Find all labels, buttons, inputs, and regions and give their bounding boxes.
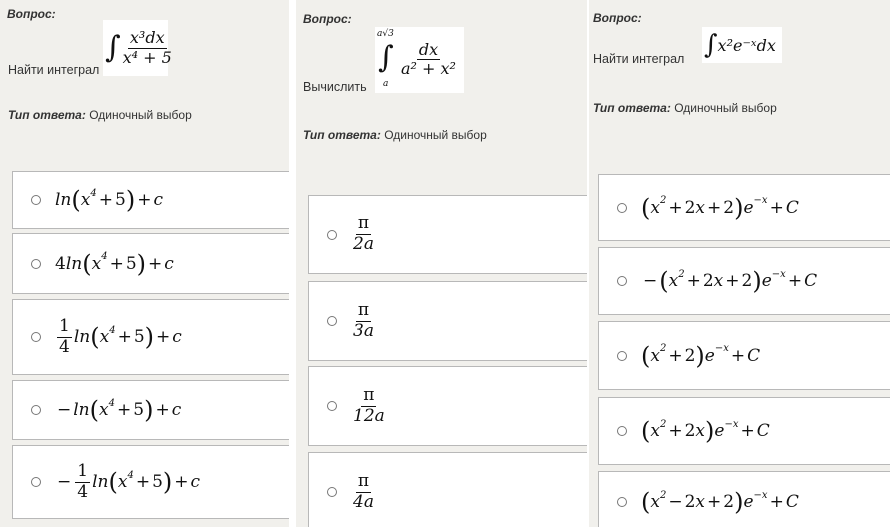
question-panel-2 xyxy=(296,0,587,527)
answer-type-value: Одиночный выбор xyxy=(384,128,487,142)
answer-option[interactable]: 4 ln ( x 4 + 5 ) + c xyxy=(12,233,289,294)
answer-type-label: Тип ответа: xyxy=(593,101,671,115)
radio-button[interactable] xyxy=(617,351,627,361)
radio-button[interactable] xyxy=(31,259,41,269)
integral-sign: ∫ xyxy=(378,40,394,75)
answer-option[interactable]: − $\frac{1}{4}$ ln ( x 4 + 5 ) + c xyxy=(12,445,289,519)
question-prompt: Найти интеграл xyxy=(8,63,100,77)
option-numerator: π xyxy=(357,299,370,320)
radio-button[interactable] xyxy=(31,195,41,205)
answer-type xyxy=(8,108,192,122)
answer-option[interactable] xyxy=(308,366,587,446)
question-panel-3 xyxy=(589,0,890,527)
answer-type-value: Одиночный выбор xyxy=(674,101,777,115)
answer-option[interactable]: ( x 2 + 2 ) e −x + C xyxy=(598,321,890,390)
answer-option[interactable] xyxy=(308,195,587,274)
radio-button[interactable] xyxy=(31,332,41,342)
answer-type xyxy=(593,101,777,115)
answer-option[interactable]: ln ( x 4 + 5 ) + c xyxy=(12,171,289,229)
question-label: Вопрос: xyxy=(303,12,352,26)
option-denominator: 2a xyxy=(353,234,374,254)
question-prompt: Найти интеграл xyxy=(593,52,685,66)
option-numerator: π xyxy=(363,384,375,405)
answer-type-label: Тип ответа: xyxy=(8,108,86,122)
question-label: Вопрос: xyxy=(593,11,642,25)
question-formula: ∫ x²e⁻ˣdx xyxy=(702,27,782,63)
answer-option[interactable]: ( x 2 + 2 x ) e −x + C xyxy=(598,397,890,465)
question-formula: ∫ $\frac{\text{x³dx}}{\text{x⁴ + 5}}$ xyxy=(103,20,168,76)
radio-button[interactable] xyxy=(617,203,627,213)
answer-type-value: Одиночный выбор xyxy=(89,108,192,122)
option-denominator: 3a xyxy=(353,320,374,341)
integrand-numerator: x³dx xyxy=(129,28,165,48)
radio-button[interactable] xyxy=(327,316,337,326)
integrand-denominator: x⁴ + 5 xyxy=(122,47,172,67)
upper-limit: a√3 xyxy=(377,29,394,39)
answer-option[interactable]: − ( x 2 + 2 x + 2 ) e −x + C xyxy=(598,247,890,315)
question-label: Вопрос: xyxy=(7,7,56,21)
radio-button[interactable] xyxy=(617,497,627,507)
radio-button[interactable] xyxy=(617,426,627,436)
answer-option[interactable] xyxy=(308,452,587,527)
option-numerator: π xyxy=(357,213,370,234)
radio-button[interactable] xyxy=(617,276,627,286)
radio-button[interactable] xyxy=(31,405,41,415)
radio-button[interactable] xyxy=(327,230,337,240)
answer-option[interactable]: ( x 2 + 2 x + 2 ) e −x + C xyxy=(598,174,890,241)
question-formula xyxy=(375,27,464,93)
integrand-denominator: a² + x² xyxy=(401,59,456,79)
lower-limit: a xyxy=(383,79,389,89)
radio-button[interactable] xyxy=(327,401,337,411)
option-denominator: 4a xyxy=(353,491,374,512)
option-denominator: 12a xyxy=(353,405,385,426)
question-panel-1 xyxy=(0,0,289,527)
answer-option[interactable]: $\frac{1}{4}$ ln ( x 4 + 5 ) + c xyxy=(12,299,289,375)
answer-option[interactable] xyxy=(308,281,587,361)
radio-button[interactable] xyxy=(327,487,337,497)
question-prompt: Вычислить xyxy=(303,80,367,94)
answer-type-label: Тип ответа: xyxy=(303,128,381,142)
answer-option[interactable]: − ln ( x 4 + 5 ) + c xyxy=(12,380,289,440)
answer-type xyxy=(303,128,487,142)
radio-button[interactable] xyxy=(31,477,41,487)
option-numerator: π xyxy=(357,470,370,491)
answer-option[interactable]: ( x 2 − 2 x + 2 ) e −x + C xyxy=(598,471,890,527)
integrand: x²e⁻ˣdx xyxy=(717,35,776,55)
integrand-numerator: dx xyxy=(418,40,439,59)
